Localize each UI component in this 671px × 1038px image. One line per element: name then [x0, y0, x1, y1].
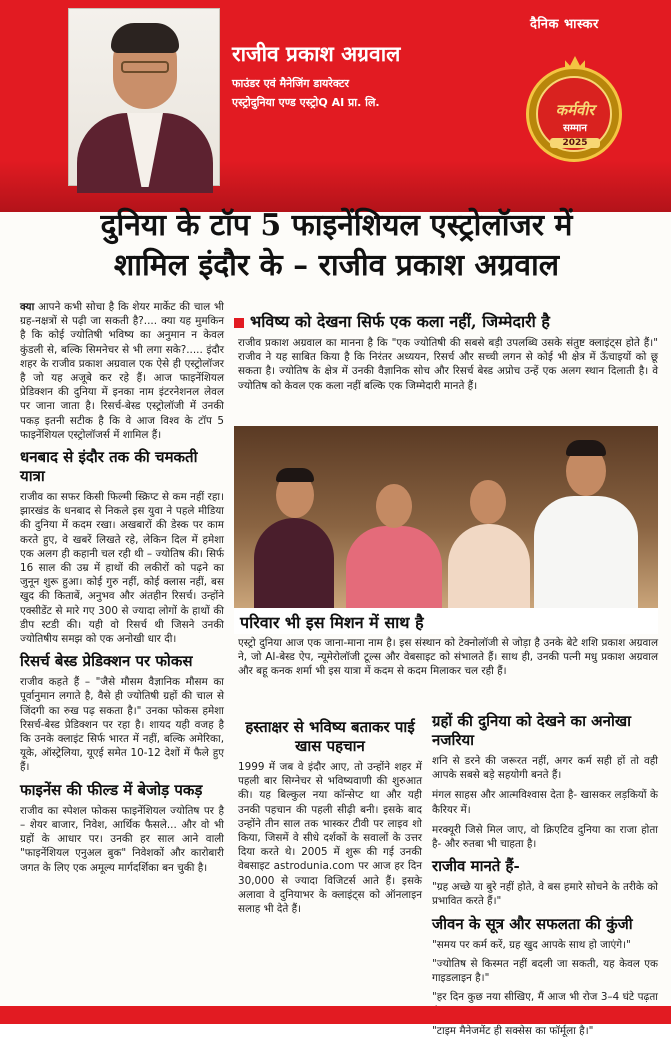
header-banner	[0, 0, 671, 212]
award-badge	[516, 56, 634, 172]
family-person-1	[254, 468, 334, 608]
mars-paragraph: मंगल साहस और आत्मविश्वास देता है- खासकर लड़कियों के कैरियर में।	[432, 789, 658, 816]
success-quote-2: "ज्योतिष से किस्मत नहीं बदली जा सकती, यह केवल एक गाइडलाइन है।"	[432, 957, 658, 985]
subheading-research: रिसर्च बेस्ड प्रेडिक्शन पर फोकस	[20, 652, 193, 671]
brand-logo: दैनिक भास्कर	[530, 17, 599, 32]
badge-year: 2025	[550, 138, 600, 148]
person-3-head	[470, 480, 506, 524]
person-3-body	[448, 524, 530, 608]
success-quote-3: "हर दिन कुछ नया सीखिए, मैं आज भी रोज 3–4 घंटे पढ़ता	[432, 991, 658, 1004]
family-paragraph: एस्ट्रो दुनिया आज एक जाना-माना नाम है। इस संस्थान को टेक्नोलॉजी से जोड़ा है उनके बेटे शशि प्रकाश अग्रवाल ने, जो AI-बेस्ड ऐप, न्यूमेरोलॉजी टूल्स और वेबसाइट को संभालते हैं। साथ ही, उनकी पत्नी मधु प्रकाश अग्रवाल और बहू कनक शर्मा भी इस यात्रा में कदम से कदम मिलाकर चल रही हैं।	[238, 637, 658, 678]
family-heading: परिवार भी इस मिशन में साथ है	[234, 608, 658, 634]
subheading-signature: हस्ताक्षर से भविष्य बताकर पाई खास पहचान	[245, 718, 415, 755]
responsibility-heading	[234, 310, 658, 332]
portrait-glasses	[121, 61, 169, 73]
main-headline	[14, 206, 659, 286]
subheading-success: जीवन के सूत्र और सफलता की कुंजी	[432, 914, 633, 933]
portrait-hair	[111, 23, 179, 53]
signature-column	[238, 712, 422, 916]
finance-paragraph: राजीव का स्पेशल फोकस फाइनेंशियल ज्योतिष पर है – शेयर बाजार, निवेश, आर्थिक फैसले... और वो भी ग्रहों के आधार पर। उनकी हर साल आने वाली "फाइनेंशियल एनुअल बुक" निवेशकों और कारोबारी जगत के लिए एक अमूल्य मार्गदर्शिका बन चुकी है।	[20, 804, 224, 874]
headline-line-1: दुनिया के टॉप 5 फाइनेंशियल एस्ट्रोलॉजर में	[100, 208, 573, 243]
person-2-head	[376, 484, 412, 528]
badge-subtitle: सम्मान	[563, 123, 587, 134]
signature-paragraph: 1999 में जब वे इंदौर आए, तो उन्होंने शहर में पहली बार सिग्नेचर से भविष्यवाणी की शुरुआत की। यह बिल्कुल नया कॉन्सेप्ट था और यही उनकी पहचान की पहली सीढ़ी बनी। इसके बाद उन्होंने तीन साल तक भास्कर टीवी पर लाइव शो किया, जिसमें वे सीधे दर्शकों के सवालों के उत्तर दिया करते थे। 2005 में शुरू की गई उनकी वेबसाइट astrodunia.com पर आज हर दिन 30,000 से ज्यादा विजिटर्स आते हैं। इसके अलावा वे दुनियाभर के क्लाइंट्स को ऑनलाइन सलाह भी देते हैं।	[238, 761, 422, 916]
subheading-planets: ग्रहों की दुनिया को देखने का अनोखा नजरिया	[432, 712, 632, 749]
subheading-journey: धनबाद से इंदौर तक की चमकती यात्रा	[20, 448, 198, 486]
person-4-hair	[566, 440, 606, 456]
lead-column	[20, 300, 224, 875]
planets-column	[432, 712, 658, 1038]
family-person-4	[534, 438, 638, 608]
lead-intro	[20, 300, 224, 442]
subheading-finance: फाइनेंस की फील्ड में बेजोड़ पकड़	[20, 780, 203, 799]
belief-quote: "ग्रह अच्छे या बुरे नहीं होते, वे बस हमारे सोचने के तरीके को प्रभावित करते हैं।"	[432, 881, 658, 908]
footer-bar	[0, 1006, 671, 1024]
person-designation: फाउंडर एवं मैनेजिंग डायरेक्टर	[232, 77, 349, 90]
person-1-hair	[276, 468, 314, 482]
saturn-paragraph: शनि से डरने की जरूरत नहीं, अगर कर्म सही हों तो वही आपके सबसे बड़े सहयोगी बनते हैं।	[432, 755, 658, 782]
success-quote-1: "समय पर कर्म करें, ग्रह खुद आपके साथ हो जाएंगे।"	[432, 938, 631, 951]
portrait-photo	[68, 8, 220, 186]
headline-line-2: शामिल इंदौर के – राजीव प्रकाश अग्रवाल	[113, 248, 560, 283]
family-photo	[234, 426, 658, 608]
badge-title: कर्मवीर	[555, 101, 595, 119]
person-name: राजीव प्रकाश अग्रवाल	[232, 42, 401, 66]
mercury-paragraph: मरक्यूरी जिसे मिल जाए, वो क्रिएटिव दुनिया का राजा होता है- और रुतबा भी चाहता है।	[432, 823, 658, 851]
subheading-belief: राजीव मानते हैं-	[432, 857, 520, 876]
responsibility-paragraph: राजीव प्रकाश अग्रवाल का मानना है कि "एक ज्योतिषी की सबसे बड़ी उपलब्धि उसके संतुष्ट क्लाइंट्स होते हैं।" राजीव ने यह साबित किया है कि निरंतर अध्ययन, रिसर्च और सच्ची लगन से कोई भी क्षेत्र में ऊँचाइयों को छू सकता है। ज्योतिष के क्षेत्र में उनकी वैज्ञानिक सोच और रिसर्च बेस्ड अप्रोच उन्हें एक अलग स्थान दिलाती है। वे ज्योतिष को केवल एक कला नहीं बल्कि एक जिम्मेदारी मानते हैं।	[238, 337, 658, 392]
family-person-2	[346, 476, 442, 608]
success-quote-4: "टाइम मैनेजमेंट ही सक्सेस का फॉर्मूला है।"	[432, 1024, 594, 1037]
person-1-body	[254, 518, 334, 608]
family-person-3	[448, 472, 530, 608]
lead-intro-text: आपने कभी सोचा है कि शेयर मार्केट की चाल भी ग्रह-नक्षत्रों से पढ़ी जा सकती है?.... क्या यह मुमकिन है कि कोई ज्योतिषी भविष्य का अनुमान न केवल कुंडली से, बल्कि सिमनेचर से भी लगा सके?..... इंदौर शहर के राजीव प्रकाश अग्रवाल एक ऐसे ही एस्ट्रोलॉजर है जो यह अजूबे कर रहे हैं। आज फाइनेंशियल प्रेडिक्शन की दुनिया में इनका नाम इंटरनेशनल लेवल पर जाना जाता है। रिसर्च-बेस्ड एस्ट्रोलॉजी में उनकी पकड़ इतनी सटीक है कि वे आज विश्व के टॉप 5 फाइनेंशियल एस्ट्रोलॉजर्स में शामिल हैं।	[20, 301, 224, 441]
research-paragraph: राजीव कहते हैं – "जैसे मौसम वैज्ञानिक मौसम का पूर्वानुमान लगाते है, वैसे ही ज्योतिषी ग्रहों की चाल से जिंदगी का रुख पढ़ सकता है।" उनका फोकस हमेशा रिसर्च-बेस्ड प्रेडिक्शन पर रहा है। शायद यही वजह है कि उनके क्लाइंट सिर्फ भारत में नहीं, बल्कि अमेरिका, यूके, ऑस्ट्रेलिया, यूएई समेत 10-12 देशों में फैले हुए हैं।	[20, 676, 224, 774]
responsibility-heading-text: भविष्य को देखना सिर्फ एक कला नहीं, जिम्मेदारी है	[250, 312, 550, 331]
lead-intro-bold: क्या	[20, 301, 35, 313]
journey-paragraph: राजीव का सफर किसी फिल्मी स्क्रिप्ट से कम नहीं रहा। झारखंड के धनबाद से निकले इस युवा ने पहले मीडिया की दुनिया में कदम रखा। अखबारों की डेस्क पर काम करते हुए, वे खबरें लिखते रहे, लेकिन दिल में हमेशा एक अलग ही कहानी चल रही थी – ज्योतिष की। सिर्फ 16 साल की उम्र में हाथों की लकीरों को पढ़ने का जुनून शुरू हुआ। कोई गुरु नहीं, कोई क्लास नहीं, बस खुद की किताबें, अनुभव और अंतहीन रिसर्च। उन्होंने एक्सीडेंट से मारे गए 300 से ज्यादा लोगों के हाथों की डीप स्टडी की। यही वो रिसर्च थी जिसने उनकी ज्योतिषीय समझ को एक अनोखी धार दी।	[20, 491, 224, 646]
section-marker	[234, 318, 244, 328]
person-4-body	[534, 496, 638, 608]
person-2-body	[346, 526, 442, 608]
person-company: एस्ट्रोदुनिया एण्ड एस्ट्रोQ AI प्रा. लि.	[232, 96, 380, 109]
